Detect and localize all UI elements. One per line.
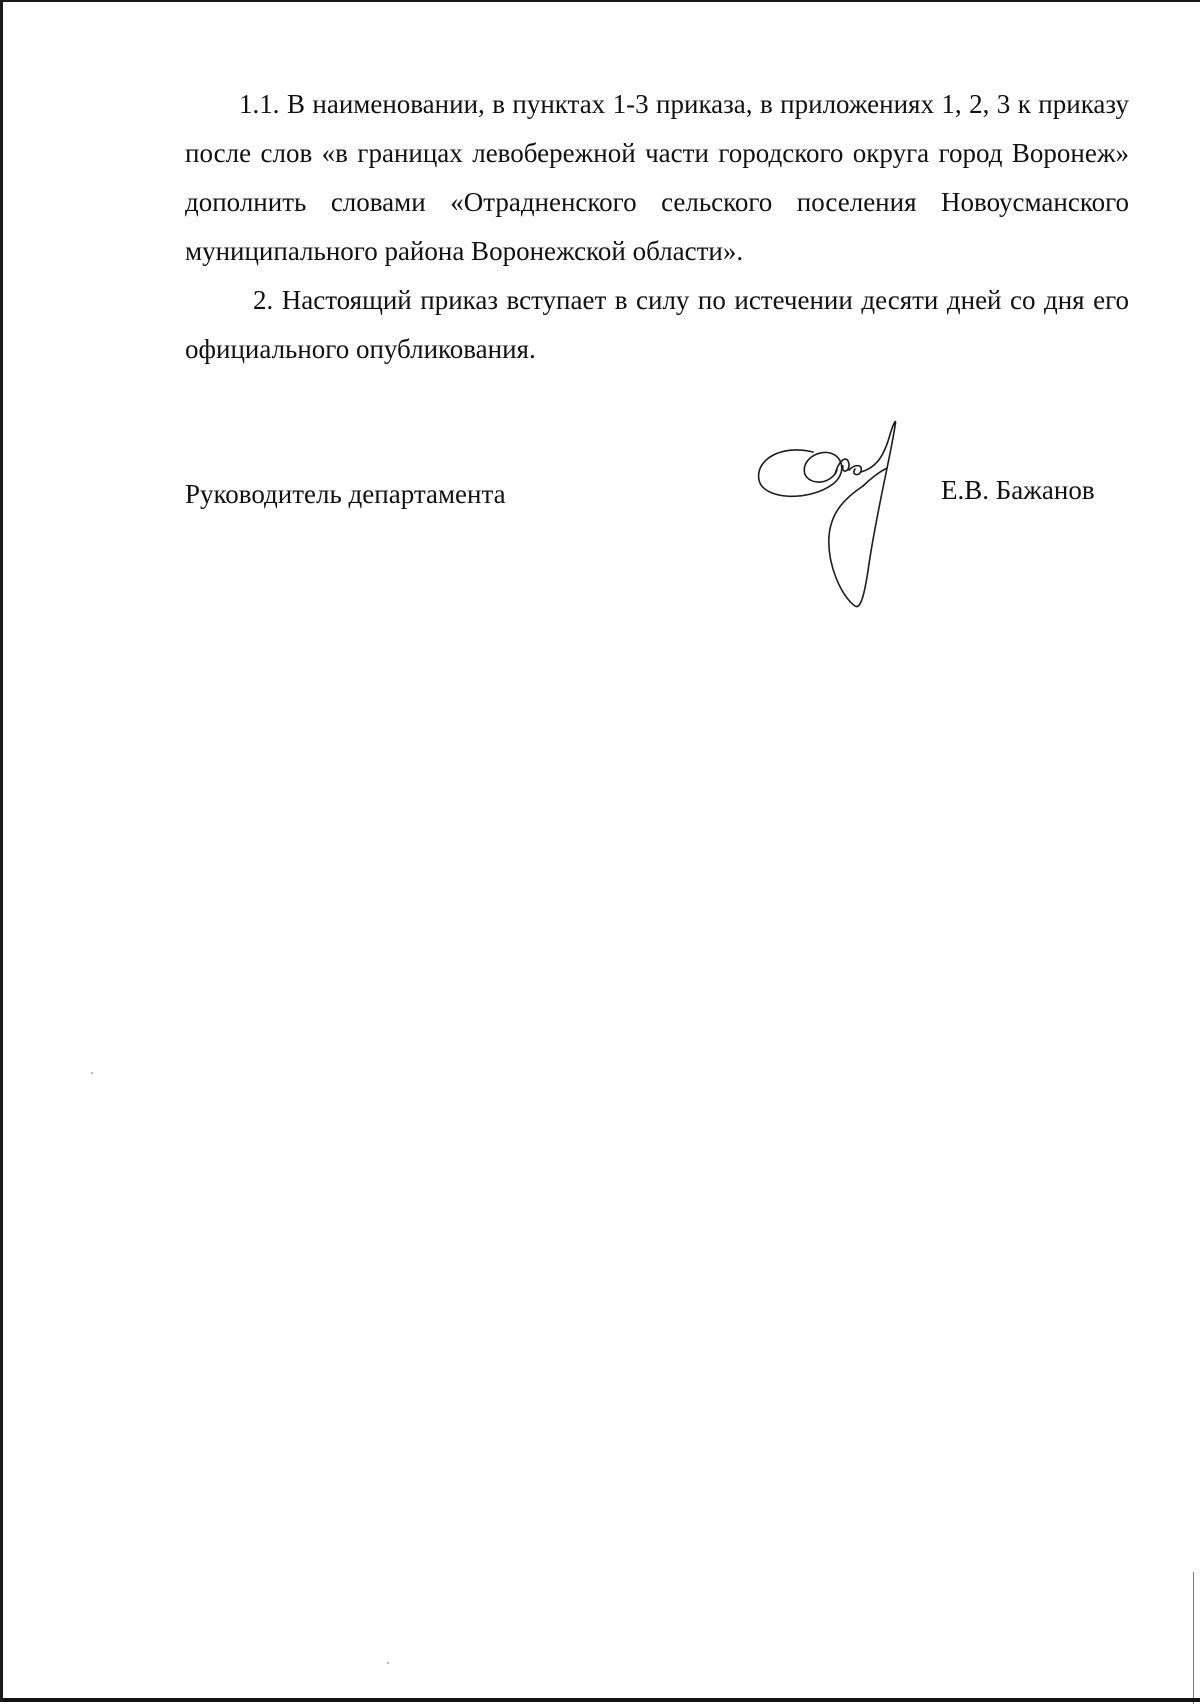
scan-edge-right	[1193, 1572, 1194, 1704]
handwritten-signature	[751, 414, 951, 614]
scan-speck	[387, 1662, 389, 1664]
paragraph-1-1: 1.1. В наименовании, в пунктах 1-3 приказа, в приложениях 1, 2, 3 к приказу после слов «в границах левобережной части городского округа город Воронеж» дополнить словами «Отрадненского сельского поселения Новоусманского муниципального района Воронежской области».	[185, 89, 1129, 266]
scan-edge-bottom	[3, 1698, 1200, 1702]
signer-name: Е.В. Бажанов	[941, 475, 1095, 505]
scan-speck	[91, 1072, 93, 1074]
document-body	[185, 80, 1129, 374]
paragraph-2: 2. Настоящий приказ вступает в силу по истечении десяти дней со дня его официального опубликования.	[185, 285, 1129, 364]
signer-position: Руководитель департамента	[185, 479, 506, 509]
